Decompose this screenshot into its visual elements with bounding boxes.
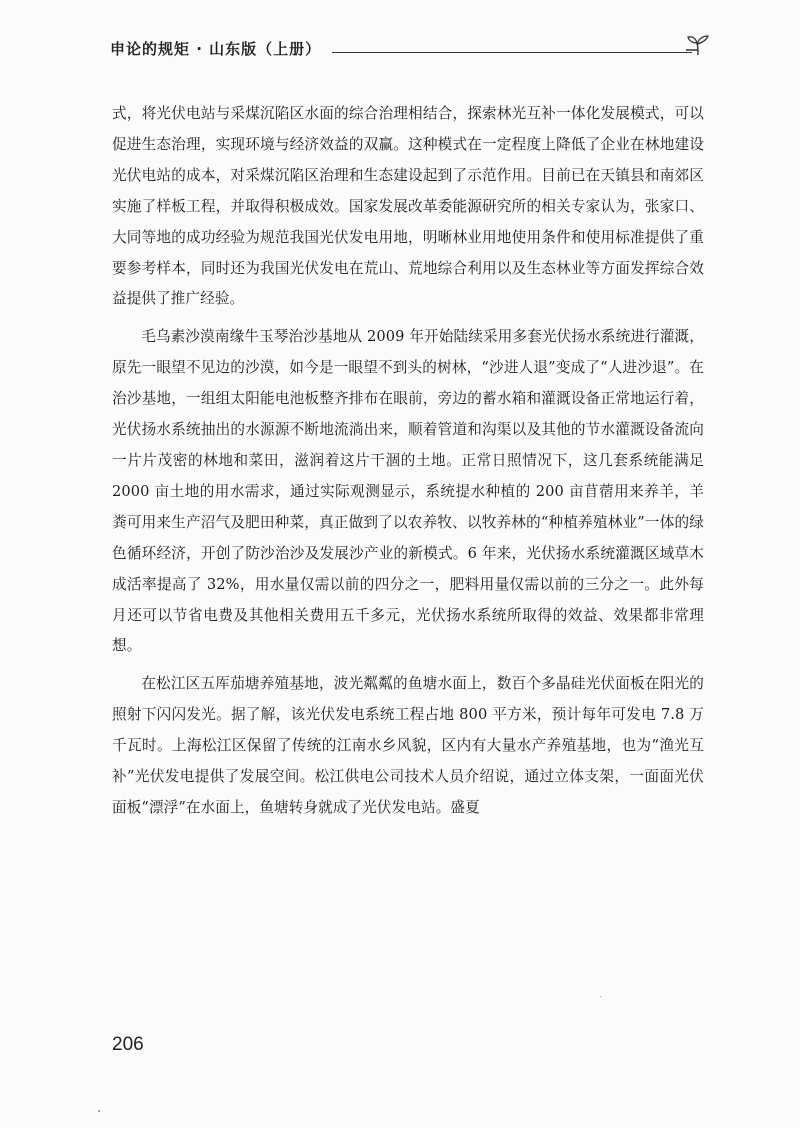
header-rule [332,52,692,53]
sprout-icon [686,34,710,56]
paragraph: 式，将光伏电站与采煤沉陷区水面的综合治理相结合，探索林光互补一体化发展模式，可以促进生态治理，实现环境与经济效益的双赢。这种模式在一定程度上降低了企业在林地建设光伏电站的成本，对采煤沉陷区治理和生态建设起到了示范作用。目前已在天镇县和南郊区实施了样板工程，并取得积极成效。国家发展改革委能源研究所的相关专家认为，张家口、大同等地的成功经验为规范我国光伏发电用地，明晰林业用地使用条件和使用标准提供了重要参考样本，同时还为我国光伏发电在荒山、荒地综合利用以及生态林业等方面发挥综合效益提供了推广经验。 [112,105,704,308]
scan-speck [600,996,601,997]
page-number: 206 [112,1034,144,1055]
running-header [110,36,710,62]
book-title: 申论的规矩 · 山东版（上册） [110,40,322,58]
paragraph: 在松江区五厍茄塘养殖基地，波光粼粼的鱼塘水面上，数百个多晶硅光伏面板在阳光的照射下闪闪发光。据了解，该光伏发电系统工程占地 800 平方米，预计每年可发电 7.8 万千瓦时。上海松江区保留了传统的江南水乡风貌，区内有大量水产养殖基地，也为“渔光互补”光伏发电提供了发展空间。松江供电公司技术人员介绍说，通过立体支架，一面面光伏面板“漂浮”在水面上，鱼塘转身就成了光伏发电站。盛夏 [112,675,704,816]
body-text [112,99,704,831]
paragraph: 毛乌素沙漠南缘牛玉琴治沙基地从 2009 年开始陆续采用多套光伏扬水系统进行灌溉，原先一眼望不见边的沙漠，如今是一眼望不到头的树林，“沙进人退”变成了“人进沙退”。在治沙基地，一组组太阳能电池板整齐排布在眼前，旁边的蓄水箱和灌溉设备正常地运行着，光伏扬水系统抽出的水源源不断地流淌出来，顺着管道和沟渠以及其他的节水灌溉设备流向一片片茂密的林地和菜田，滋润着这片干涸的土地。正常日照情况下，这几套系统能满足 2000 亩土地的用水需求，通过实际观测显示，系统提水种植的 200 亩苜蓿用来养羊，羊粪可用来生产沼气及肥田种菜，真正做到了以农养牧、以牧养林的“种植养殖林业”一体的绿色循环经济，开创了防沙治沙及发展沙产业的新模式。6 年来，光伏扬水系统灌溉区域草木成活率提高了 32%，用水量仅需以前的四分之一，肥料用量仅需以前的三分之一。此外每月还可以节省电费及其他相关费用五千多元，光伏扬水系统所取得的效益、效果都非常理想。 [112,328,704,655]
scan-speck [98,1110,100,1112]
